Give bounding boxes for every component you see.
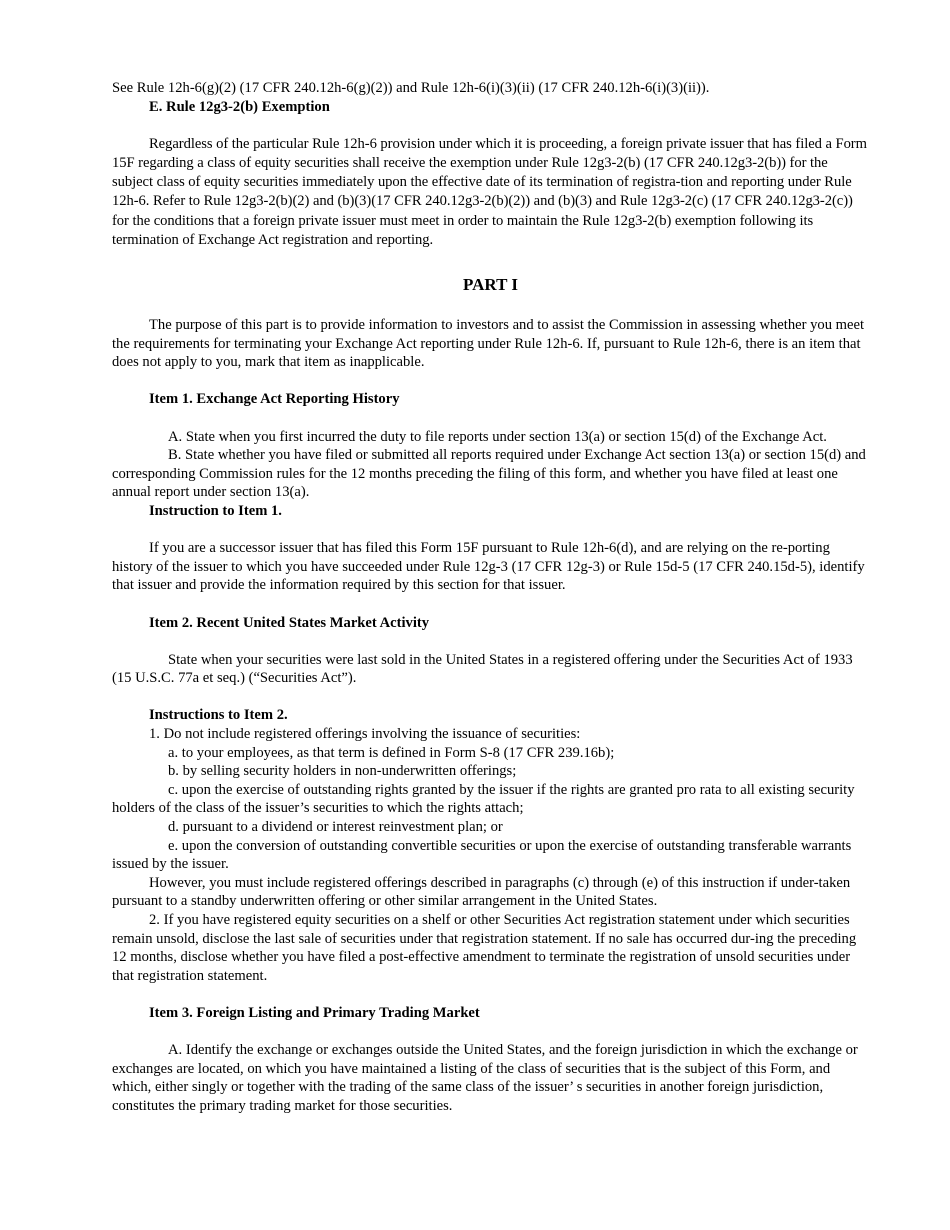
item1-heading: Item 1. Exchange Act Reporting History [149,391,400,408]
item2-instruction-1: 1. Do not include registered offerings involving the issuance of securities: [149,726,581,743]
item2-however: However, you must include registered offerings described in paragraphs (c) through (e) of this instruction if under-taken pursuant to a standby underwritten offering or other similar arrangement in the United States. [112,874,851,910]
item2-instruction-1e: e. upon the conversion of outstanding convertible securities or upon the exercise of outstanding transferable warrants issued by the issuer. [112,837,852,873]
section-e-heading: E. Rule 12g3-2(b) Exemption [149,98,330,115]
item2-instructions-heading: Instructions to Item 2. [149,707,288,724]
item2-instruction-1d: d. pursuant to a dividend or interest reinvestment plan; or [168,819,503,836]
section-e-body: Regardless of the particular Rule 12h-6 provision under which it is proceeding, a foreign private issuer that has filed a Form 15F regarding a class of equity securities shall receive the exemption under Rule 12g3-2(b) (17 CFR 240.12g3-2(b)) for the subject class of equity securities immediately upon the effective date of its termination of registra-tion and reporting under Rule 12h-6. Refer to Rule 12g3-2(b)(2) and (b)(3)(17 CFR 240.12g3-2(b)(2)) and (b)(3) and Rule 12g3-2(c) (17 CFR 240.12g3-2(c)) for the conditions that a foreign private issuer must meet in order to maintain the Rule 12g3-2(b) exemption following its termination of Exchange Act registration and reporting. [112,135,867,248]
item3-heading: Item 3. Foreign Listing and Primary Trading Market [149,1004,480,1021]
intro-line: See Rule 12h-6(g)(2) (17 CFR 240.12h-6(g)(2)) and Rule 12h-6(i)(3)(ii) (17 CFR 240.12h-6(i)(3)(ii)). [112,80,710,96]
item2-instruction-1c: c. upon the exercise of outstanding rights granted by the issuer if the rights are granted pro rata to all existing security holders of the class of the issuer’s securities to which the rights attach; [112,781,855,817]
item1-b: B. State whether you have filed or submitted all reports required under Exchange Act section 13(a) or section 15(d) and corresponding Commission rules for the 12 months preceding the filing of this form, and whether you have filed at least one annual report under section 13(a). [112,447,866,501]
item3-a: A. Identify the exchange or exchanges outside the United States, and the foreign jurisdiction in which the exchange or exchanges are located, on which you have maintained a listing of the class of securities that is the subject of this Form, and which, either singly or together with the trading of the same class of the issuer’ s securities in another foreign jurisdiction, constitutes the primary trading market for those securities. [112,1042,858,1114]
part-title: PART I [463,275,518,294]
item1-instruction-heading: Instruction to Item 1. [149,502,282,519]
item2-instruction-2: 2. If you have registered equity securities on a shelf or other Securities Act registration statement under which securities remain unsold, disclose the last sale of securities under that registration statement. If no sale has occurred dur-ing the preceding 12 months, disclose whether you have filed a post-effective amendment to terminate the registration of unsold securities under that registration statement. [112,912,857,984]
item2-body: State when your securities were last sold in the United States in a registered offering under the Securities Act of 1933 (15 U.S.C. 77a et seq.) (“Securities Act”). [112,651,853,687]
document-page [112,79,869,1116]
item1-a: A. State when you first incurred the duty to file reports under section 13(a) or section 15(d) of the Exchange Act. [168,428,827,445]
item1-instruction-body: If you are a successor issuer that has filed this Form 15F pursuant to Rule 12h-6(d), and are relying on the re-porting history of the issuer to which you have succeeded under Rule 12g-3 (17 CFR 12g-3) or Rule 15d-5 (17 CFR 240.15d-5), identify that issuer and provide the information required by this section for that issuer. [112,540,865,594]
item2-instruction-1b: b. by selling security holders in non-underwritten offerings; [168,763,517,780]
item2-heading: Item 2. Recent United States Market Activity [149,614,430,631]
part-intro: The purpose of this part is to provide information to investors and to assist the Commission in assessing whether you meet the requirements for terminating your Exchange Act reporting under Rule 12h-6. If, pursuant to Rule 12h-6, there is an item that does not apply to you, mark that item as inapplicable. [112,317,865,371]
item2-instruction-1a: a. to your employees, as that term is defined in Form S-8 (17 CFR 239.16b); [168,744,615,761]
